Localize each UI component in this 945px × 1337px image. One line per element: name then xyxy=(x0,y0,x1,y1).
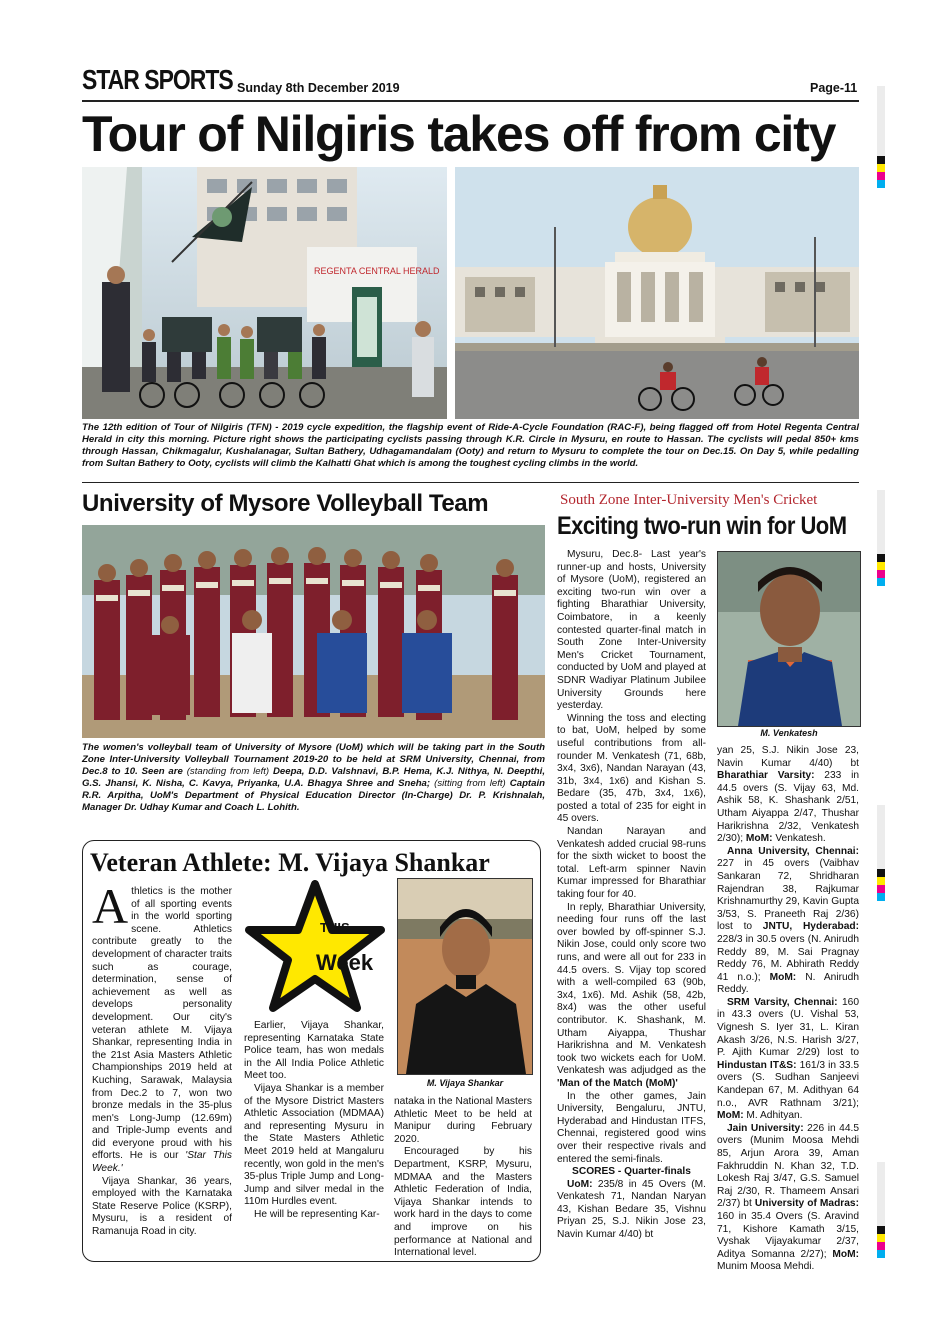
cricket-para: Mysuru, Dec.8- Last year's runner-up and hosts, University of Mysore (UoM), registered an exciting two-run win over a fighting Bharathiar University, Coimbatore, in a keenly contested quarter-final match in South Zone Inter-University Men's Cricket Tournament, conducted by UoM and played at SDNR Wadiyar Platinum Jubilee University Grounds here yesterday. xyxy=(557,549,706,712)
scores-srm xyxy=(717,997,859,1123)
registration-strip xyxy=(877,1234,885,1242)
scores-anna xyxy=(717,846,859,997)
veteran-para: Earlier, Vijaya Shankar, representing Karnataka State Police team, has won medals in the All India Police Athletic Meet too. xyxy=(244,1020,384,1082)
lead-caption: The 12th edition of Tour of Nilgiris (TFN) - 2019 cycle expedition, the flagship event of Ride-A-Cycle Foundation (RAC-F), being flagged off from Hotel Regenta Central Herald in city this morning. Picture right shows the participating cyclists passing through K.R. Circle in Mysuru, en route to Hassan. The cyclists will pedal 850+ kms through Hassan, Chikmagalur, Kushalanagar, Sultan Bathery, Udhagamandalam (Ooty) and return to Mysuru to complete the tour on Dec.15. On Day 5, while pedalling from Sultan Bathery to Ooty, cyclists will climb the Kalhatti Ghat which is among the toughest cycling climbs in the world. xyxy=(82,422,859,469)
registration-strip xyxy=(877,885,885,893)
mom-text: Venkatesh. xyxy=(772,833,826,845)
volleyball-caption-sitting: (sitting from left) xyxy=(434,778,506,789)
cricket-kicker: South Zone Inter-University Men's Cricket xyxy=(560,492,818,508)
registration-strip xyxy=(877,893,885,901)
venkatesh-photo xyxy=(717,551,861,727)
registration-strip xyxy=(877,156,885,164)
registration-strip xyxy=(877,164,885,172)
registration-strip xyxy=(877,490,885,554)
veteran-column-1 xyxy=(92,878,232,1239)
veteran-para: nataka in the National Masters Athletic Meet to be held at Manipur during February 2020. xyxy=(394,1096,532,1145)
motm-phrase: 'Man of the Match (MoM)' xyxy=(557,1077,678,1089)
registration-strip xyxy=(877,805,885,869)
cricket-headline: Exciting two-run win for UoM xyxy=(557,512,847,540)
score-text: 161/3 in 33.5 overs (S. Sudhan Sanjeevi Kandepan 67, M. Adithyan 64 n.o., AVR Rathnam 3/21); xyxy=(717,1059,860,1109)
team-label: Jain University: xyxy=(727,1122,804,1134)
mom-label: MoM: xyxy=(717,1110,744,1122)
masthead-rule xyxy=(82,100,859,102)
registration-strip xyxy=(877,180,885,188)
score-text: 226 in 44.5 overs (Munim Moosa Mehdi 85, Arjun Arora 39, Aman Fakhruddin N. Khan 32, T.D. Lokesh Raj 3/47, G.S. Samuel Raj 2/30, R. Thameem Ansari 2/37) bt xyxy=(717,1122,859,1210)
vijaya-shankar-photo xyxy=(397,878,533,1075)
volleyball-caption-a: The women's volleyball team of University of Mysore (UoM) which will be taking part in the South Zone Inter-University Volleyball Tournament 2019-20 to be held at SRM University, Chennai, from Dec.8 to 10. Seen are xyxy=(82,742,545,777)
vijaya-shankar-caption: M. Vijaya Shankar xyxy=(426,1078,504,1088)
registration-strip xyxy=(877,1162,885,1226)
veteran-para xyxy=(92,878,232,1176)
lead-bottom-rule xyxy=(82,482,859,483)
registration-strip xyxy=(877,562,885,570)
registration-strip xyxy=(877,570,885,578)
mom-label: MoM: xyxy=(769,971,797,983)
mom-text: N. Anirudh Reddy. xyxy=(717,971,859,996)
scores-bharathiar xyxy=(717,745,859,846)
star-phrase: 'Star This Week.' xyxy=(92,1150,232,1175)
volleyball-headline: University of Mysore Volleyball Team xyxy=(82,490,489,517)
score-text: 228/3 in 30.5 overs (N. Anirudh Reddy 89, M. Sai Pragnay Reddy 76, M. Abhirath Reddy 41 n.o.); xyxy=(717,933,859,983)
cricket-para-text: In reply, Bharathiar University, needing four runs off the last over bowled by off-spinner S.J. Nikin Jose, could only score two runs, and were all out for 233 in 44.5 overs. S. Vijay top scored with a well-compiled 63 (90b, 3x4, 1x6). Md. Ashik (58, 42b, 8x4) was the other useful contributor. K. Shashank, M. Utham Aiyappa, Thushar Harikrishna and M. Venkatesh took two wickets each for UoM. Venkatesh was adjudged as the xyxy=(557,901,706,1077)
team-label: Bharathiar Varsity: xyxy=(717,770,815,782)
registration-strip xyxy=(877,877,885,885)
cricket-para: In the other games, Jain University, Bengaluru, JNTU, Hyderabad and Hindustan ITFS, Chennai, registered good wins over their respective rivals and entered the semi-finals. xyxy=(557,1090,706,1165)
registration-strip xyxy=(877,578,885,586)
team-label: SRM Varsity, Chennai: xyxy=(727,996,838,1008)
score-text: 160 in 43.3 overs (U. Vishal 53, Vignesh S. Iyer 31, L. Kiran Akash 3/26, N.S. Harish 3/27, P. Ajith Kumar 2/29) lost to xyxy=(717,996,860,1059)
scores-uom xyxy=(557,1179,706,1242)
team-label: Hindustan IT&S: xyxy=(717,1059,797,1071)
veteran-para: He will be representing Kar- xyxy=(254,1208,380,1220)
flag-off-photo xyxy=(82,167,447,419)
team-label: JNTU, Hyderabad: xyxy=(762,921,859,933)
volleyball-caption-c: Deepa, D.D. Valshnavi, B.P. Hema, K.J. Nithya, N. Deepthi, G.S. Jhansi, K. Nisha, C. Kavya, Priyanka, U.A. Bhagya Shree and Sneha; xyxy=(82,766,545,789)
issue-date: Sunday 8th December 2019 xyxy=(237,81,400,95)
veteran-column-3 xyxy=(394,1096,532,1260)
team-label: UoM: xyxy=(567,1178,593,1190)
cricket-para xyxy=(557,902,706,1091)
badge-this: THIS xyxy=(320,920,350,935)
hotel-sign-text: REGENTA CENTRAL HERALD xyxy=(314,266,440,276)
registration-strip xyxy=(877,172,885,180)
star-icon xyxy=(249,884,381,1008)
veteran-headline: Veteran Athlete: M. Vijaya Shankar xyxy=(90,848,490,877)
page-number: Page-11 xyxy=(810,81,858,95)
veteran-column-2 xyxy=(244,1020,384,1222)
volleyball-team-photo xyxy=(82,525,545,738)
scores-heading: SCORES - Quarter-finals xyxy=(572,1166,691,1178)
cricket-para: Winning the toss and electing to bat, UoM, helped by some useful contributions from all-rounder M. Venkatesh (71, 68b, 3x4, 3x6), Nandan Narayan (43, 31b, 3x4, 1x6) and Kishan S. Bedare (35, 47b, 3x4, 1x6), posted a total of 235 for eight in 45 overs. xyxy=(557,712,706,825)
score-text: 233 in 44.5 overs (S. Vijay 63, Md. Ashik 58, K. Shashank 2/51, Utham Aiyappa 2/47, Thushar Harikrishna 2/32, Venkatesh 2/30); xyxy=(717,770,859,845)
veteran-para: Vijaya Shankar, 36 years, employed with the Karnataka State Reserve Police (KSRP), Mysuru, is a resident of Ramanuja Road in city. xyxy=(92,1175,232,1238)
venkatesh-caption: M. Venkatesh xyxy=(760,728,818,738)
veteran-para-text: thletics is the mother of all sporting events in the world sporting scene. Athletics contribute greatly to the development of character traits such as courage, determination, sense of achievement as well as develops personality development. Our city's veteran athlete M. Vijaya Shankar, representing India in the 21st Asia Masters Athletic Championships 2019 held at Kuching, Sarawak, Malaysia from Dec.2 to 7, won two bronze medals in the 35-plus men's Long-Jump (12.69m) and Triple-Jump events and did everyone proud with his efforts. He is our xyxy=(92,886,232,1162)
section-title: STAR SPORTS xyxy=(82,64,233,95)
badge-week: Week xyxy=(316,950,374,975)
team-label: University of Madras: xyxy=(754,1198,859,1210)
mom-text: M. Adhityan. xyxy=(743,1110,803,1122)
cricket-para: Nandan Narayan and Venkatesh added crucial 98-runs for the sixth wicket to boost the total. Left-arm spinner Navin Kumar impressed for Bharathiar taking four for 40. xyxy=(557,826,706,901)
score-text: 160 in 35.4 Overs (S. Aravind 71, Kishore Kamath 3/15, Vyshak Vijayakumar 2/37, Aditya Somanna 2/27); xyxy=(717,1210,859,1260)
veteran-para: Encouraged by his Department, KSRP, Mysuru, MDMAA and the Masters Athletic Federation of India, Vijaya Shankar intends to work hard in the days to come and improve on his performance at National and International level. xyxy=(394,1146,532,1259)
registration-strip xyxy=(877,86,885,156)
registration-strip xyxy=(877,1242,885,1250)
cricket-column-1 xyxy=(557,549,706,1242)
registration-strip xyxy=(877,869,885,877)
lead-headline: Tour of Nilgiris takes off from city xyxy=(82,106,836,162)
volleyball-caption-e: Captain R.R. Arpitha, UoM's Department of Physical Education Director (In-Charge) Dr. P. Krishnalah, Manager Dr. Udhay Kumar and Coach L. Lohith. xyxy=(82,778,545,813)
registration-strip xyxy=(877,554,885,562)
team-label: Anna University, Chennai: xyxy=(727,845,859,857)
drop-cap: A xyxy=(92,878,129,934)
score-text: yan 25, S.J. Nikin Jose 23, Navin Kumar 4/40) bt xyxy=(717,745,859,769)
mom-label: MoM: xyxy=(832,1248,859,1260)
mom-text: Munim Moosa Mehdi. xyxy=(717,1261,815,1273)
volleyball-caption xyxy=(82,742,545,814)
registration-strip xyxy=(877,1226,885,1234)
score-text: 227 in 45 overs (Vaibhav Sankaran 72, Shridharan Rajendran 38, Rajkumar Krishnamurthy 29, Kavin Gupta 3/53, S. Praneeth Raj 2/36) lost to xyxy=(717,858,859,933)
scores-jain xyxy=(717,1123,859,1274)
score-text: 235/8 in 45 Overs (M. Venkatesh 71, Nandan Naryan 43, Kishan Bedare 35, Vishnu Priyan 25, S.J. Nikin Jose 23, Navin Kumar 4/40) bt xyxy=(557,1178,706,1241)
mom-label: MoM: xyxy=(745,833,773,845)
volleyball-caption-standing: (standing from left) xyxy=(186,766,270,777)
star-this-week-badge xyxy=(244,880,386,1014)
cricket-column-2 xyxy=(717,745,859,1274)
veteran-para: Vijaya Shankar is a member of the Mysore District Masters Athletic Association (MDMAA) and representing Mysuru in the State Masters Athletic Meet 2019 held at Mangaluru recently, won gold in the men's 35-plus Triple Jump and Long-Jump and silver medal in the 110m Hurdles event. xyxy=(244,1082,384,1208)
kr-circle-photo xyxy=(455,167,859,419)
registration-strip xyxy=(877,1250,885,1258)
